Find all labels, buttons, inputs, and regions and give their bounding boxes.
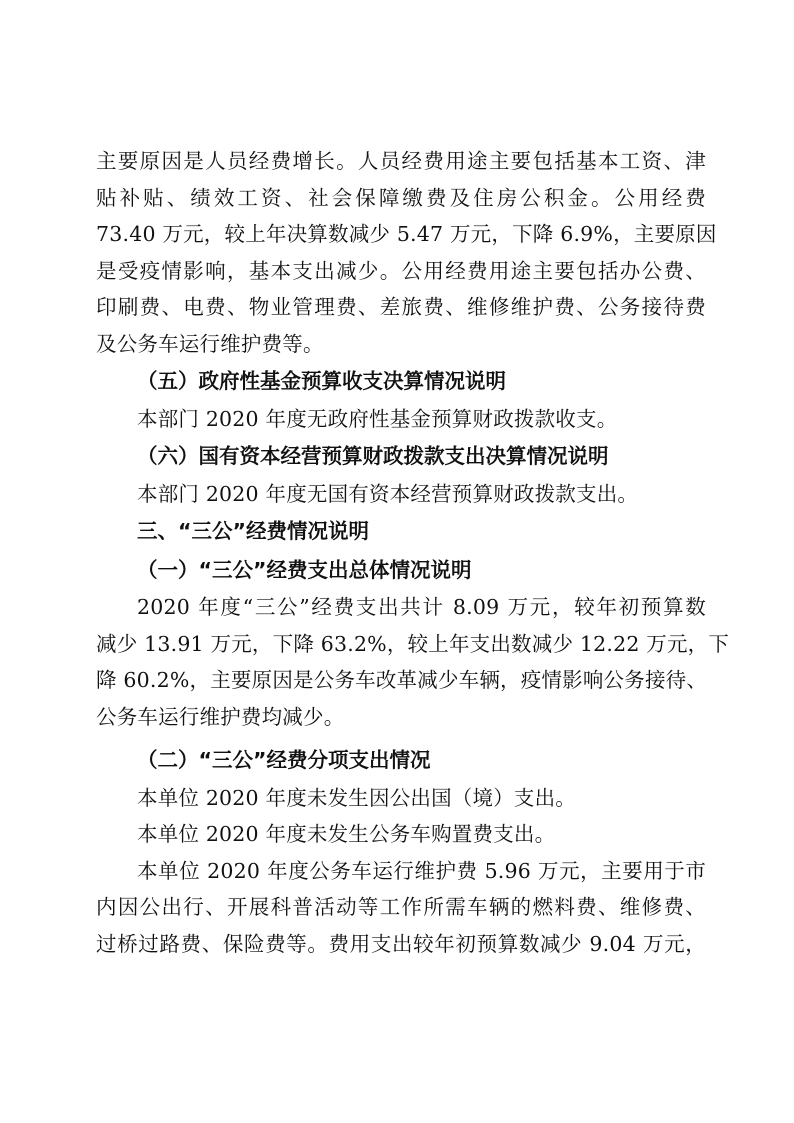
paragraph-line: 主要原因是人员经费增长。人员经费用途主要包括基本工资、津 <box>96 149 706 173</box>
part-3-sub-1-heading: （一）“三公”经费支出总体情况说明 <box>137 557 472 582</box>
section-5-heading: （五）政府性基金预算收支决算情况说明 <box>137 369 506 393</box>
part-3-heading: 三、“三公”经费情况说明 <box>137 519 369 543</box>
paragraph-line: 贴补贴、绩效工资、社会保障缴费及住房公积金。公用经费 <box>96 185 706 210</box>
sub-2-text-1: 本单位 2020 年度未发生因公出国（境）支出。 <box>137 785 577 810</box>
document-body <box>96 143 730 962</box>
part-3-sub-2-heading: （二）“三公”经费分项支出情况 <box>137 748 431 772</box>
paragraph-line: 2020 年度“三公”经费支出共计 8.09 万元，较年初预算数 <box>137 595 706 619</box>
paragraph-line: 及公务车运行维护费等。 <box>96 331 324 356</box>
paragraph-line: 内因公出行、开展科普活动等工作所需车辆的燃料费、维修费、 <box>96 895 706 919</box>
paragraph-line: 印刷费、电费、物业管理费、差旅费、维修维护费、公务接待费 <box>96 295 706 319</box>
paragraph-line: 过桥过路费、保险费等。费用支出较年初预算数减少 9.04 万元， <box>96 931 706 956</box>
paragraph-line: 公务车运行维护费均减少。 <box>96 704 345 729</box>
paragraph-line: 73.40 万元，较上年决算数减少 5.47 万元，下降 6.9%，主要原因 <box>96 222 717 246</box>
paragraph-line: 是受疫情影响，基本支出减少。公用经费用途主要包括办公费、 <box>96 258 706 283</box>
paragraph-line: 降 60.2%，主要原因是公务车改革减少车辆，疫情影响公务接待、 <box>96 668 708 692</box>
section-6-heading: （六）国有资本经营预算财政拨款支出决算情况说明 <box>137 444 609 468</box>
paragraph-line: 本单位 2020 年度公务车运行维护费 5.96 万元，主要用于市 <box>137 858 706 883</box>
section-5-text: 本部门 2020 年度无政府性基金预算财政拨款收支。 <box>137 406 618 431</box>
paragraph-line: 减少 13.91 万元，下降 63.2%，较上年支出数减少 12.22 万元，下 <box>96 631 730 656</box>
section-6-text: 本部门 2020 年度无国有资本经营预算财政拨款支出。 <box>137 481 639 506</box>
sub-2-text-2: 本单位 2020 年度未发生公务车购置费支出。 <box>137 822 556 846</box>
